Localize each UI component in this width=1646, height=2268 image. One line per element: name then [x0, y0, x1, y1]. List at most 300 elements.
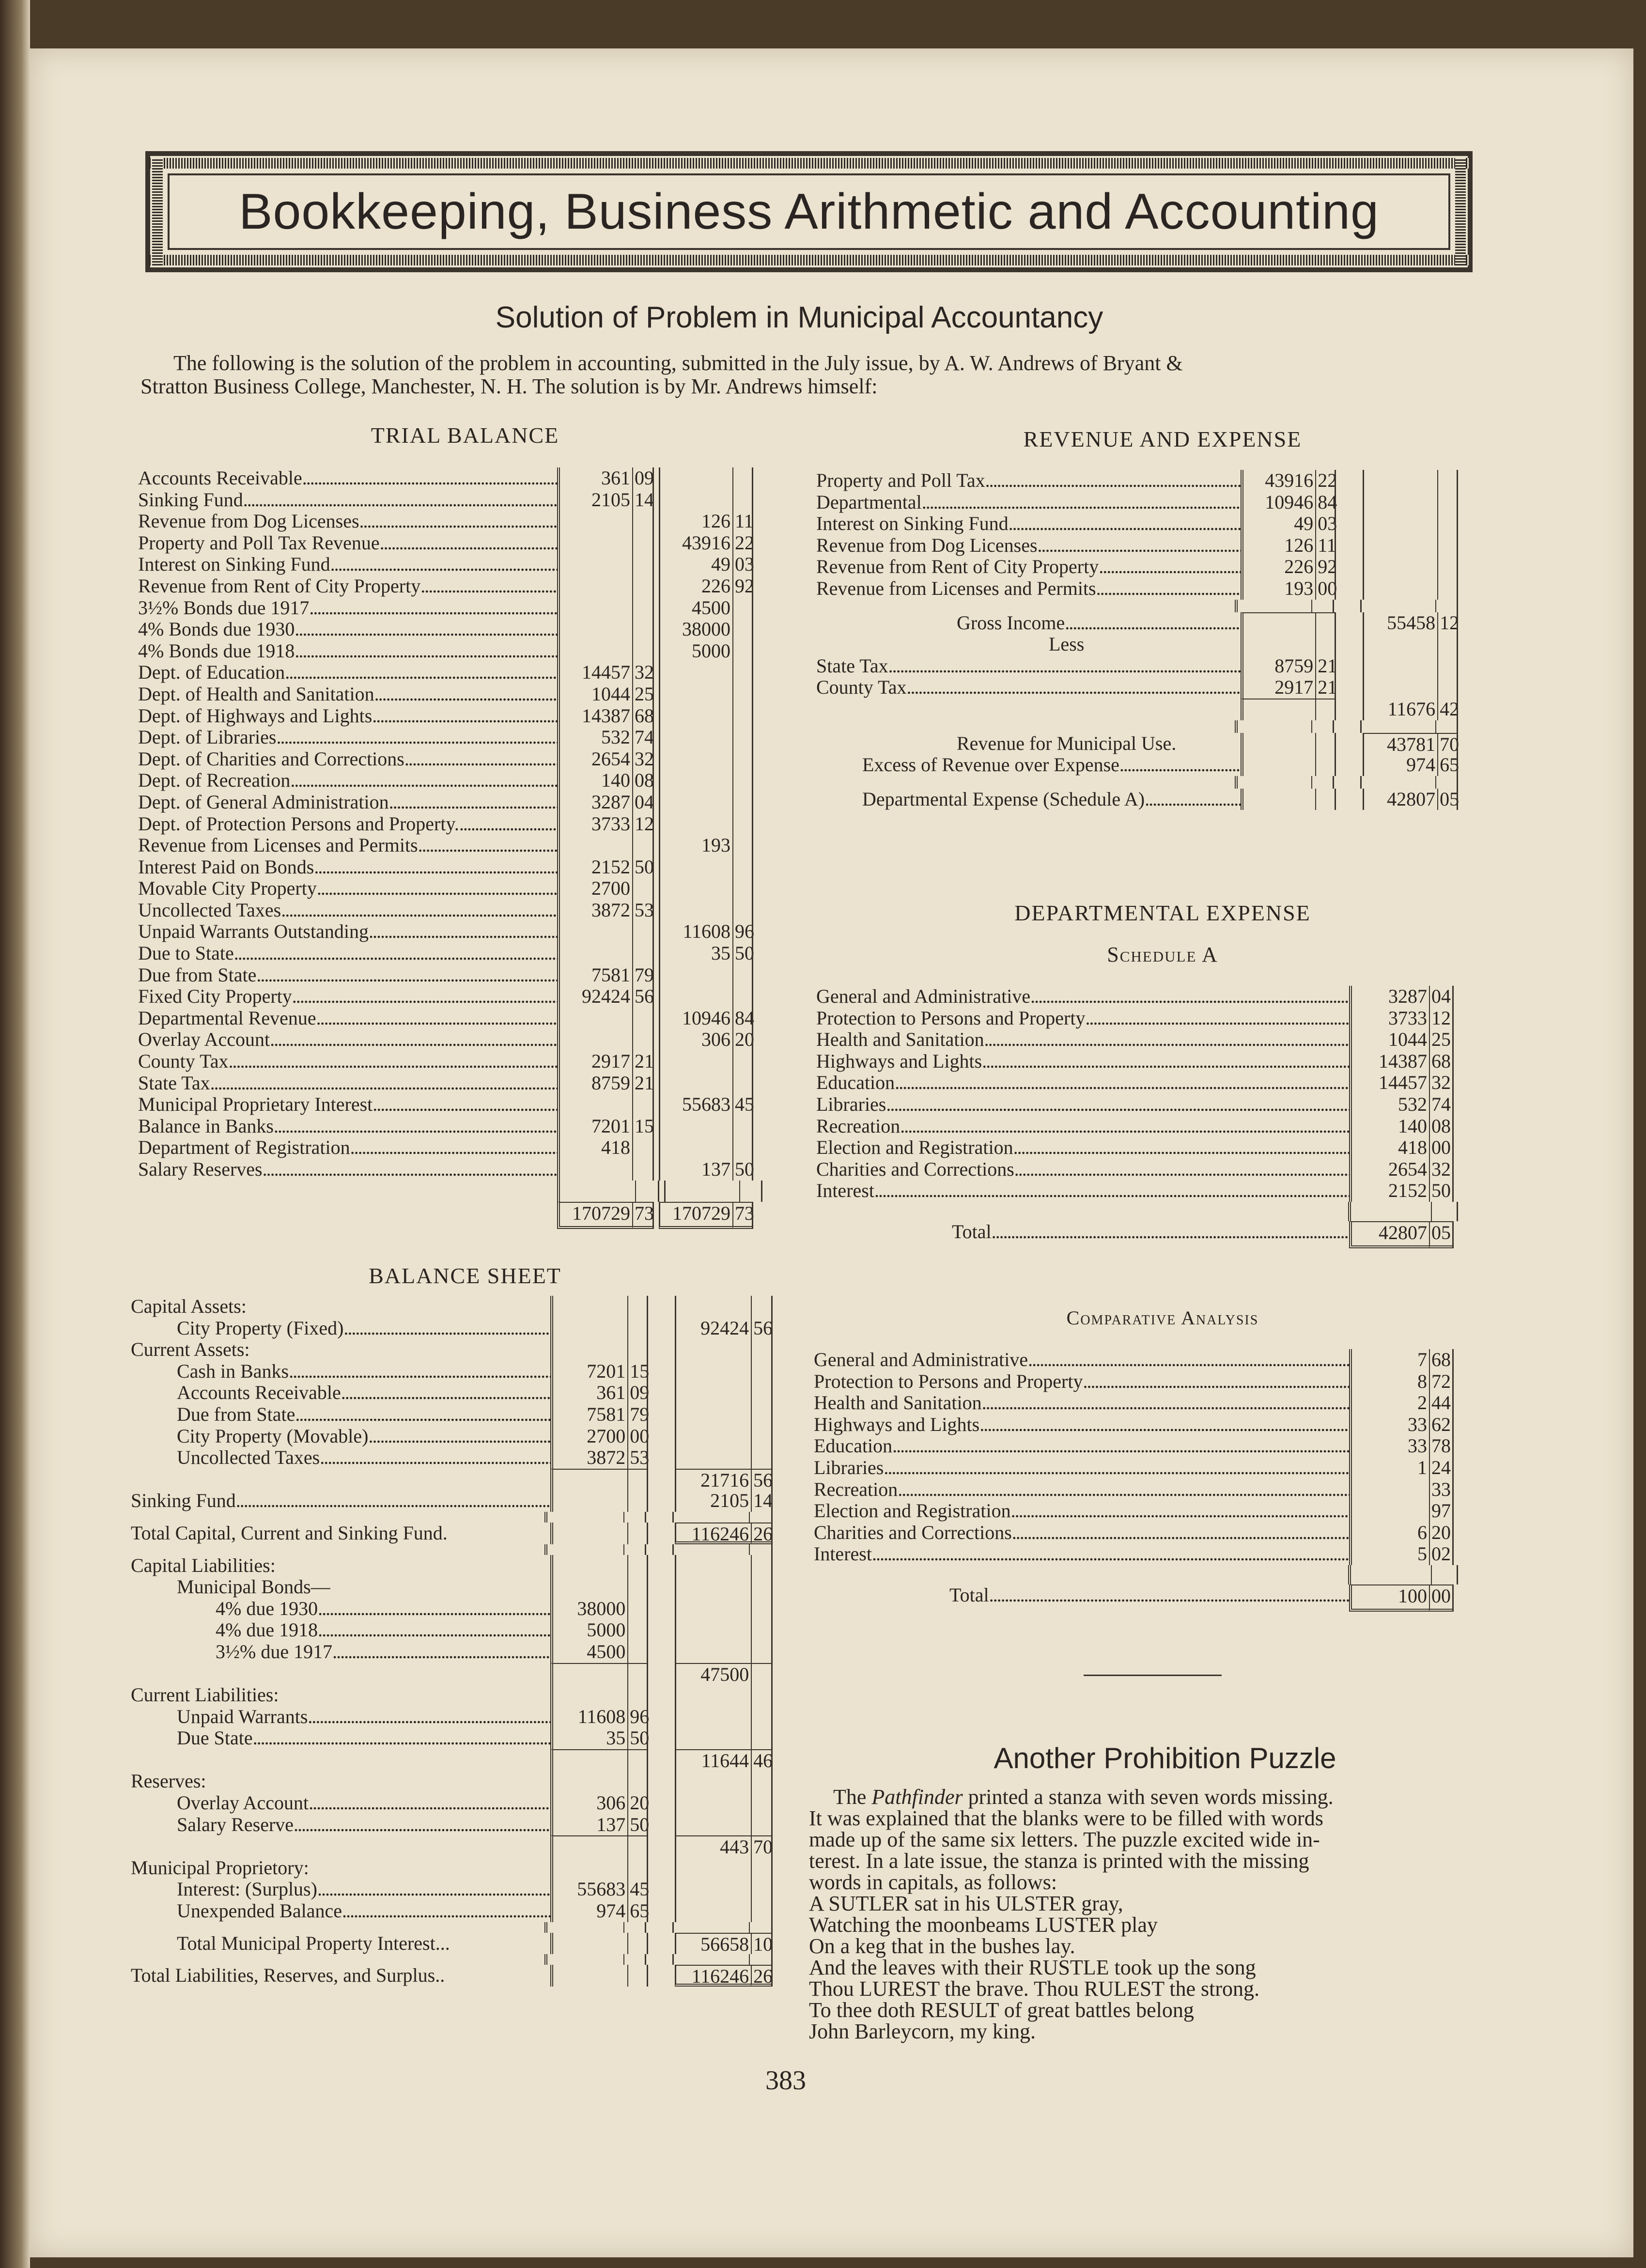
revenue-expense-table	[816, 470, 1468, 810]
table-row	[131, 1965, 782, 1987]
total-cents	[751, 1426, 771, 1447]
total-amount	[1363, 655, 1437, 677]
cents: 00	[1429, 1137, 1452, 1159]
table-row	[138, 900, 782, 921]
column-edge	[771, 1447, 782, 1469]
debit-cents: 21	[632, 1051, 652, 1072]
row-label-text: Excess of Revenue over Expense	[862, 754, 1119, 776]
column-rule	[623, 1512, 645, 1522]
leader-dots	[984, 1029, 1349, 1051]
leader-dots	[1028, 1349, 1349, 1371]
amount	[550, 1684, 627, 1706]
total-cents	[751, 1555, 771, 1577]
column-edge	[752, 986, 767, 1008]
row-label-text: Uncollected Taxes	[138, 899, 281, 921]
row-label	[816, 1180, 1349, 1202]
column-gap	[1335, 578, 1363, 600]
row-label-text: Unpaid Warrants	[177, 1706, 308, 1727]
row-label-text: Charities and Corrections	[816, 1158, 1014, 1180]
table-row	[131, 1339, 782, 1361]
debit-cents	[632, 1159, 652, 1181]
debit-amount: 418	[557, 1137, 632, 1159]
row-label-text: Education	[816, 1072, 895, 1094]
amount: 2700	[550, 1426, 627, 1447]
column-rule	[544, 1512, 623, 1522]
departmental-expense-table	[816, 986, 1468, 1248]
column-edge	[771, 1727, 782, 1749]
debit-cents: 12	[632, 813, 652, 835]
amount: 35	[550, 1727, 627, 1749]
row-label-text: Less	[1049, 634, 1085, 655]
column-gap	[647, 1522, 675, 1544]
credit-cents: 50	[732, 943, 752, 964]
column-edge	[771, 1900, 782, 1922]
total-cents: 26	[751, 1522, 771, 1544]
table-row	[138, 640, 782, 662]
amount: 43916	[1241, 470, 1315, 492]
amount: 4500	[550, 1641, 627, 1663]
row-label	[131, 1318, 550, 1339]
row-label	[814, 1414, 1349, 1436]
leader-dots	[389, 792, 557, 813]
row-label-text: Gross Income	[957, 612, 1065, 634]
column-rule	[1348, 1202, 1431, 1221]
row-label-text: Capital Liabilities:	[131, 1554, 276, 1576]
table-row	[814, 1414, 1468, 1436]
row-label-text: 4% due 1930	[216, 1598, 318, 1619]
credit-amount	[659, 705, 732, 727]
row-label	[131, 1598, 550, 1620]
total-amount	[675, 1576, 751, 1598]
row-label	[814, 1479, 1349, 1501]
table-row	[816, 1159, 1468, 1181]
leader-dots	[1099, 556, 1241, 578]
row-label-text: Revenue from Rent of City Property	[138, 575, 421, 597]
section-title: Bookkeeping, Business Arithmetic and Accounting	[239, 183, 1379, 240]
column-rule	[1360, 720, 1435, 733]
row-label	[131, 1619, 550, 1641]
row-label-text: Overlay Account	[177, 1792, 309, 1814]
credit-cents	[732, 1137, 752, 1159]
column-edge	[1452, 1180, 1463, 1202]
table-row	[138, 532, 782, 554]
row-label	[131, 1684, 550, 1706]
column-edge	[771, 1404, 782, 1426]
table-row	[138, 770, 782, 792]
row-label-text: Revenue from Rent of City Property	[816, 556, 1099, 578]
column-edge	[752, 684, 767, 705]
cents	[627, 1490, 647, 1512]
row-label	[138, 900, 557, 921]
row-label-text: City Property (Fixed)	[177, 1317, 344, 1339]
row-label-text: Municipal Bonds—	[177, 1576, 330, 1598]
text-run: words in capitals, as follows:	[809, 1870, 1057, 1894]
row-label	[131, 1771, 550, 1792]
debit-amount: 361	[557, 467, 632, 489]
row-label	[816, 1051, 1349, 1072]
leader-dots	[1038, 535, 1241, 557]
cents: 22	[1315, 470, 1335, 492]
column-edge	[1457, 677, 1468, 699]
total-amount	[675, 1771, 751, 1792]
credit-cents	[732, 770, 752, 792]
total-row	[138, 1202, 782, 1229]
column-rule	[672, 1512, 749, 1522]
table-row	[131, 1684, 782, 1706]
credit-amount	[659, 662, 732, 684]
table-row	[138, 964, 782, 986]
total-cents: 10	[751, 1933, 771, 1955]
credit-cents: 45	[732, 1094, 752, 1116]
amount: 2152	[1349, 1180, 1429, 1202]
column-rule	[749, 1512, 771, 1522]
column-rule	[1311, 720, 1333, 733]
cents: 62	[1429, 1414, 1452, 1436]
credit-amount	[659, 684, 732, 705]
spacer	[138, 1202, 557, 1229]
debit-cents: 09	[632, 467, 652, 489]
column-gap	[652, 662, 659, 684]
row-label-text: Dept. of Protection Persons and Property.	[138, 813, 459, 835]
amount	[550, 1663, 627, 1685]
column-rule	[771, 1922, 782, 1933]
table-row	[138, 878, 782, 900]
cents: 72	[1429, 1371, 1452, 1393]
table-row	[816, 556, 1468, 578]
total-amount: 47500	[675, 1663, 751, 1685]
row-label-text: Election and Registration	[814, 1500, 1011, 1522]
total-cents: 56	[751, 1469, 771, 1491]
leader-dots	[1119, 754, 1241, 776]
total-amount	[1363, 634, 1437, 655]
total-cents	[751, 1771, 771, 1792]
credit-amount	[659, 792, 732, 813]
total-cents	[1437, 556, 1457, 578]
amount	[550, 1576, 627, 1598]
debit-cents: 04	[632, 792, 652, 813]
amount: 33	[1349, 1414, 1429, 1436]
table-row	[131, 1598, 782, 1620]
credit-amount	[659, 1116, 732, 1137]
column-gap	[652, 640, 659, 662]
column-edge	[752, 964, 767, 986]
column-edge	[771, 1490, 782, 1512]
leader-dots	[295, 1404, 550, 1426]
puzzle-title: Another Prohibition Puzzle	[994, 1742, 1336, 1774]
separator-rule	[1084, 1675, 1222, 1676]
row-label-text: Dept. of Health and Sanitation	[138, 683, 374, 705]
column-gap	[647, 1490, 675, 1512]
column-gap	[652, 511, 659, 532]
column-rule	[1457, 776, 1468, 789]
credit-cents: 11	[732, 511, 752, 532]
credit-amount	[659, 1051, 732, 1072]
debit-cents: 32	[632, 748, 652, 770]
amount	[1349, 1500, 1429, 1522]
row-label-text: Current Liabilities:	[131, 1684, 279, 1706]
amount	[550, 1296, 627, 1318]
row-label-text: Sinking Fund	[131, 1490, 236, 1512]
debit-amount: 14457	[557, 662, 632, 684]
credit-total: 170729	[659, 1202, 732, 1229]
column-edge	[1452, 1008, 1463, 1029]
column-edge	[1452, 1094, 1463, 1116]
total-amount	[675, 1296, 751, 1318]
debit-cents: 79	[632, 964, 652, 986]
column-rule	[1457, 1565, 1468, 1584]
table-row	[138, 575, 782, 597]
debit-amount: 14387	[557, 705, 632, 727]
leader-dots	[1096, 578, 1241, 600]
table-row	[131, 1555, 782, 1577]
amount: 193	[1241, 578, 1315, 600]
leader-dots	[982, 1392, 1349, 1414]
leader-dots	[274, 1116, 557, 1137]
column-rule	[1235, 600, 1311, 612]
cents: 68	[1429, 1349, 1452, 1371]
cents	[627, 1576, 647, 1598]
table-row	[138, 684, 782, 705]
leader-dots	[263, 1159, 557, 1181]
leader-dots	[900, 1116, 1349, 1137]
total-amount: 443	[675, 1835, 751, 1857]
cents	[627, 1619, 647, 1641]
amount: 126	[1241, 535, 1315, 557]
column-rule	[623, 1544, 645, 1555]
total-amount	[675, 1598, 751, 1620]
debit-cents	[632, 554, 652, 575]
amount: 55683	[550, 1879, 627, 1900]
credit-cents: 84	[732, 1008, 752, 1029]
row-label	[138, 878, 557, 900]
row-label-text: Uncollected Taxes	[177, 1447, 320, 1469]
leader-dots	[285, 662, 557, 684]
total-amount: 56658	[675, 1933, 751, 1955]
leader-dots	[380, 532, 557, 554]
credit-amount	[659, 467, 732, 489]
spacer-row	[131, 1544, 782, 1555]
row-label-text: Departmental Expense (Schedule A)	[862, 788, 1145, 810]
cents: 53	[627, 1447, 647, 1469]
credit-cents	[732, 619, 752, 640]
column-edge	[771, 1296, 782, 1318]
poem-line: Thou LUREST the brave. Thou RULEST the strong.	[809, 1977, 1260, 2001]
column-rule	[635, 1181, 658, 1202]
table-row	[131, 1447, 782, 1469]
cents: 12	[1429, 1008, 1452, 1029]
debit-total: 170729	[557, 1202, 632, 1229]
cents: 50	[627, 1727, 647, 1749]
column-edge	[1457, 733, 1468, 755]
credit-cents	[732, 900, 752, 921]
column-gap	[652, 575, 659, 597]
spacer-row	[816, 720, 1468, 733]
column-edge	[752, 1137, 767, 1159]
column-gap	[652, 619, 659, 640]
leader-dots	[343, 1318, 550, 1339]
column-edge	[752, 532, 767, 554]
cents: 50	[1429, 1180, 1452, 1202]
column-edge	[1452, 1543, 1463, 1565]
credit-amount: 35	[659, 943, 732, 964]
row-label-text: Current Assets:	[131, 1339, 250, 1361]
leader-dots	[1011, 1500, 1349, 1522]
row-label	[138, 986, 557, 1008]
leader-dots	[989, 1584, 1349, 1606]
cents: 96	[627, 1706, 647, 1728]
credit-cents: 50	[732, 1159, 752, 1181]
column-edge	[1452, 1137, 1463, 1159]
column-edge	[752, 1159, 767, 1181]
total-cents: 05	[1437, 789, 1457, 810]
debit-amount	[557, 554, 632, 575]
table-row	[131, 1663, 782, 1685]
column-edge	[1457, 655, 1468, 677]
column-gap	[652, 489, 659, 511]
row-label-text: Interest on Sinking Fund	[138, 554, 330, 575]
row-label-text: Overlay Account	[138, 1029, 270, 1051]
column-rule	[1431, 1202, 1457, 1221]
credit-cents: 92	[732, 575, 752, 597]
cents	[627, 1684, 647, 1706]
leader-dots	[1014, 1159, 1349, 1181]
amount	[1241, 754, 1315, 776]
article-intro	[140, 352, 1477, 398]
total-cents	[751, 1684, 771, 1706]
total-amount	[675, 1727, 751, 1749]
column-gap	[652, 1116, 659, 1137]
total-cents	[1437, 578, 1457, 600]
spacer	[138, 1181, 557, 1202]
column-edge	[752, 511, 767, 532]
total-cents	[751, 1857, 771, 1879]
column-edge	[771, 1879, 782, 1900]
credit-cents	[732, 640, 752, 662]
table-row	[131, 1641, 782, 1663]
table-row	[131, 1426, 782, 1447]
leader-dots	[295, 619, 557, 640]
column-edge	[752, 878, 767, 900]
table-row	[138, 1137, 782, 1159]
column-gap	[652, 943, 659, 964]
column-gap	[652, 856, 659, 878]
cents: 68	[1429, 1051, 1452, 1072]
total-cents	[751, 1576, 771, 1598]
column-edge	[1457, 535, 1468, 557]
column-edge	[1457, 754, 1468, 776]
row-label	[131, 1857, 550, 1879]
total-cents: 56	[751, 1318, 771, 1339]
column-gap	[647, 1382, 675, 1404]
row-label	[131, 1749, 550, 1771]
table-row	[131, 1857, 782, 1879]
debit-amount: 3733	[557, 813, 632, 835]
row-label	[138, 835, 557, 856]
row-label	[138, 511, 557, 532]
column-gap	[1335, 556, 1363, 578]
column-rule	[771, 1954, 782, 1965]
row-label	[816, 986, 1349, 1008]
spacer-row	[816, 600, 1468, 612]
table-row	[816, 1116, 1468, 1137]
debit-cents: 21	[632, 1072, 652, 1094]
row-label	[138, 813, 557, 835]
row-label-text: Sinking Fund	[138, 489, 243, 511]
column-gap	[647, 1965, 675, 1987]
row-label	[138, 1094, 557, 1116]
cents: 03	[1315, 513, 1335, 535]
column-rule	[672, 1922, 749, 1933]
debit-cents	[632, 1029, 652, 1051]
row-label	[814, 1457, 1349, 1479]
row-label-text: Libraries	[814, 1457, 884, 1478]
amount	[550, 1490, 627, 1512]
table-row	[814, 1371, 1468, 1393]
debit-amount	[557, 511, 632, 532]
amount: 3872	[550, 1447, 627, 1469]
total-cents	[1437, 492, 1457, 513]
column-rule	[1457, 720, 1468, 733]
total-cents: 00	[1429, 1584, 1452, 1612]
total-cents	[751, 1879, 771, 1900]
table-row	[131, 1382, 782, 1404]
paragraph-line	[809, 1786, 1468, 1808]
debit-amount	[557, 1029, 632, 1051]
amount	[1241, 733, 1315, 755]
table-row	[138, 1008, 782, 1029]
amount	[1241, 699, 1315, 720]
cents: 02	[1429, 1543, 1452, 1565]
paragraph-line	[809, 1808, 1468, 1829]
column-rule	[761, 1181, 776, 1202]
leader-dots	[992, 1221, 1349, 1243]
amount: 11608	[550, 1706, 627, 1728]
row-label-text: Unexpended Balance	[177, 1900, 342, 1922]
credit-amount	[659, 1072, 732, 1094]
leader-dots	[228, 1051, 557, 1072]
column-edge	[771, 1641, 782, 1663]
table-row	[138, 662, 782, 684]
amount: 2654	[1349, 1159, 1429, 1181]
column-rule	[771, 1544, 782, 1555]
credit-amount: 10946	[659, 1008, 732, 1029]
row-label	[138, 1116, 557, 1137]
credit-cents	[732, 964, 752, 986]
column-edge	[752, 489, 767, 511]
row-label-text: Charities and Corrections	[814, 1522, 1012, 1543]
cents: 20	[627, 1792, 647, 1814]
table-row	[816, 1008, 1468, 1029]
cents: 32	[1429, 1159, 1452, 1181]
table-row	[816, 634, 1468, 655]
trial-balance-title: TRIAL BALANCE	[371, 423, 559, 448]
row-label	[816, 1159, 1349, 1181]
binding-edge	[0, 0, 30, 2268]
credit-cents	[732, 597, 752, 619]
debit-cents: 56	[632, 986, 652, 1008]
row-label	[138, 727, 557, 748]
row-label	[131, 1879, 550, 1900]
row-label	[131, 1447, 550, 1469]
total-row	[816, 1221, 1468, 1248]
column-edge	[752, 1202, 767, 1229]
poem-line: On a keg that in the bushes lay.	[809, 1934, 1075, 1958]
column-edge	[771, 1965, 782, 1987]
debit-cents	[632, 1137, 652, 1159]
total-amount	[675, 1857, 751, 1879]
row-label	[138, 1051, 557, 1072]
debit-amount: 7201	[557, 1116, 632, 1137]
